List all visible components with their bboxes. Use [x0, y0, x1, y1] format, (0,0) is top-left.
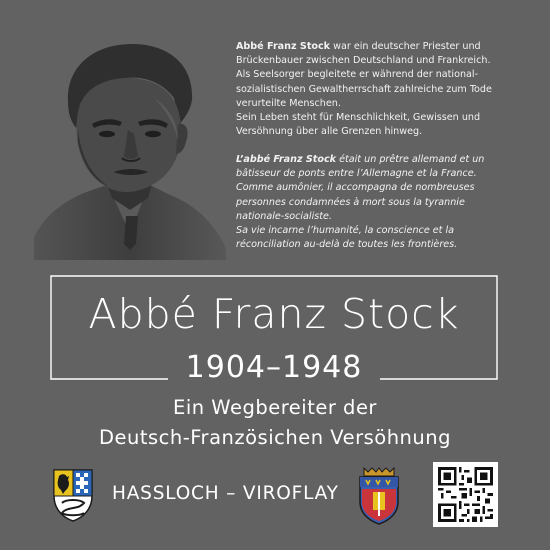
- french-description: [236, 153, 504, 252]
- partner-towns: HASSLOCH – VIROFLAY: [112, 483, 339, 504]
- portrait-illustration: [34, 38, 226, 260]
- qr-code-icon[interactable]: [433, 462, 498, 527]
- french-name: L’abbé Franz Stock: [236, 154, 337, 165]
- german-legacy: Sein Leben steht für Menschlichkeit, Gewissen und Versöhnung über alle Grenzen hinweg.: [236, 112, 481, 138]
- german-intro: war ein deutscher Priester und Brückenbauer zwischen Deutschland und Frankreich. Als Seelsorger begleitete er während der national-sozialistischen Gewaltherrschaft zahlreiche zum Tode verurteilte Menschen.: [236, 41, 492, 109]
- german-description: [236, 40, 504, 139]
- hassloch-coat-of-arms-icon: [50, 466, 96, 522]
- viroflay-coat-of-arms-icon: [356, 466, 402, 526]
- page-title: Abbé Franz Stock: [88, 290, 460, 338]
- french-intro: était un prêtre allemand et un bâtisseur de ponts entre l’Allemagne et la France. Comme aumônier, il accompagna de nombreuses personnes condamnées à mort sous la tyrannie nationale-socialiste.: [236, 154, 485, 222]
- subtitle-line-1: Ein Wegbereiter der: [173, 396, 377, 419]
- german-name: Abbé Franz Stock: [236, 41, 331, 52]
- french-legacy: Sa vie incarne l’humanité, la conscience et la réconciliation au-delà de toutes les frontières.: [236, 225, 458, 251]
- subtitle-line-2: Deutsch-Französichen Versöhnung: [98, 426, 452, 449]
- life-years: 1904–1948: [185, 350, 363, 385]
